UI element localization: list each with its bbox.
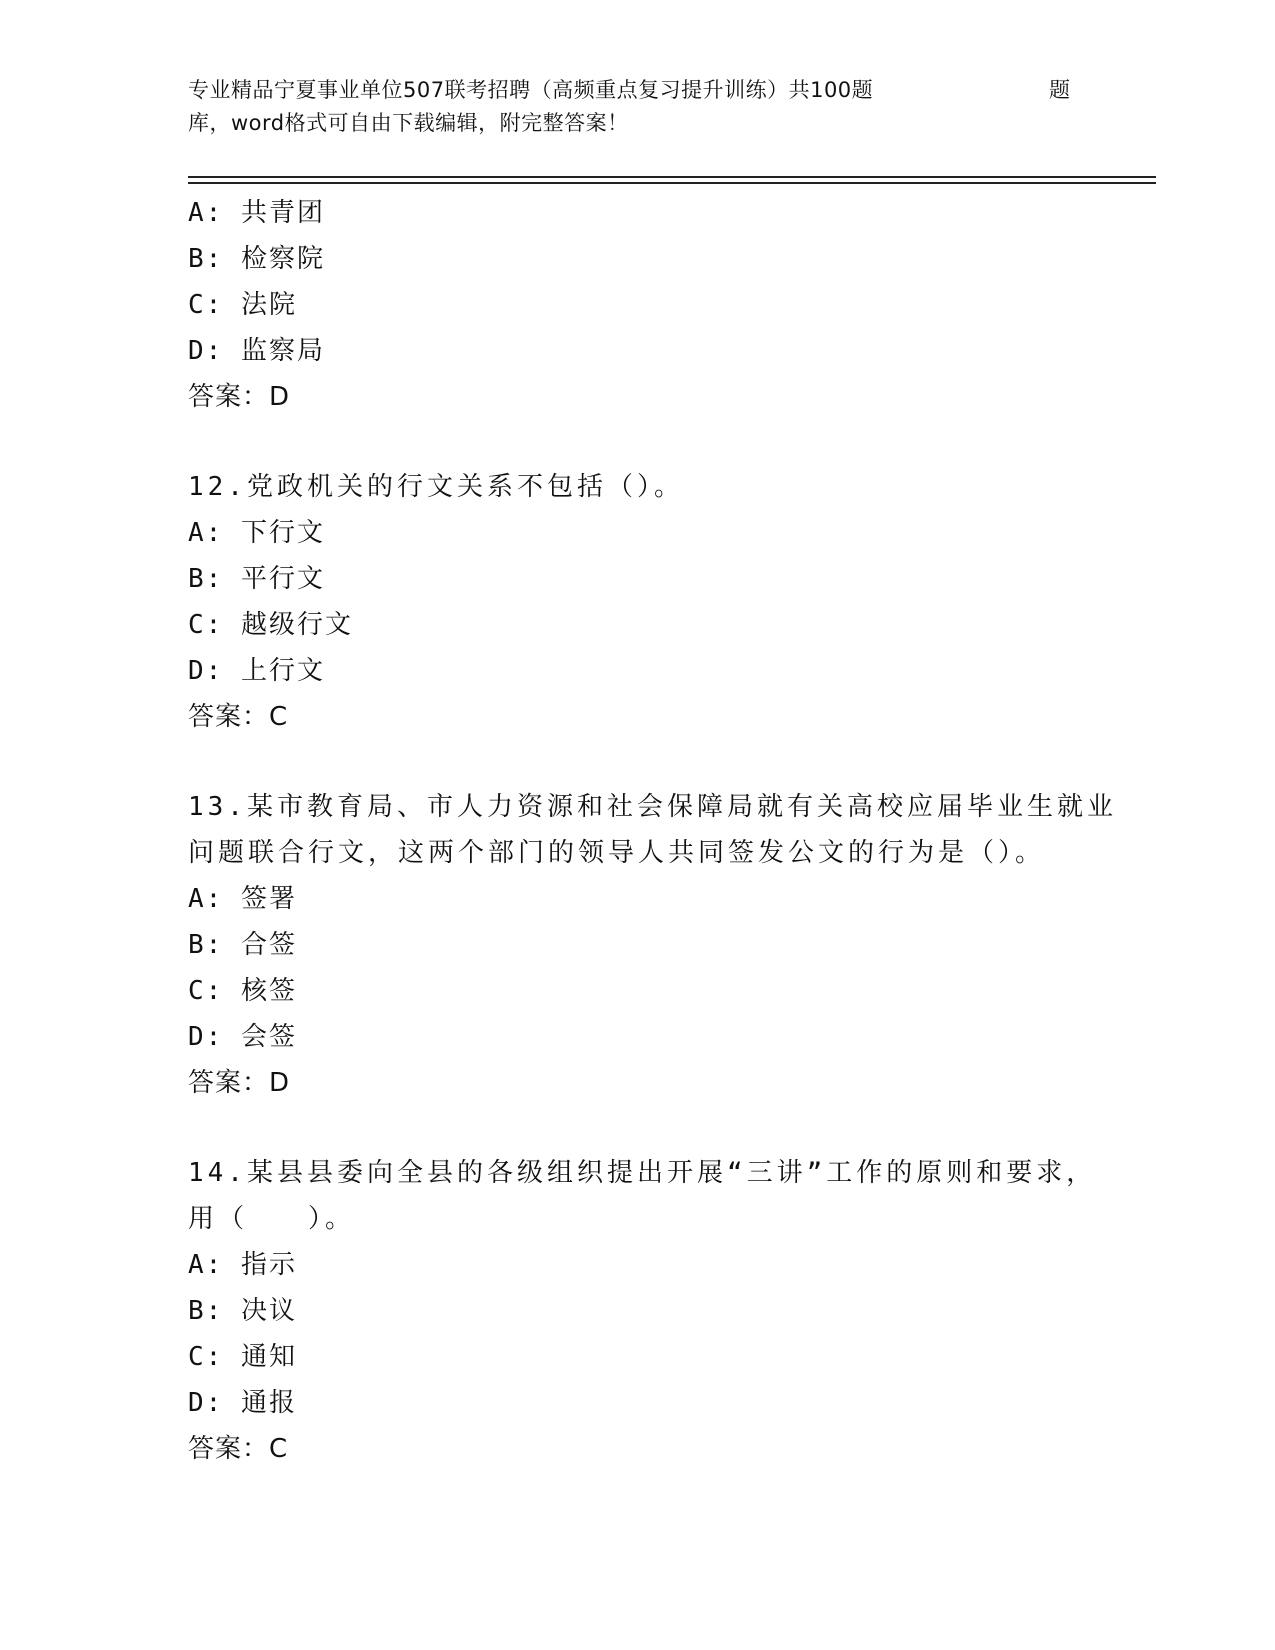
option-d: D: 监察局	[188, 336, 325, 366]
question-text: 用（ ）。	[188, 1204, 356, 1234]
option-d: D: 通报	[188, 1388, 297, 1418]
question-text: 13.某市教育局、市人力资源和社会保障局就有关高校应届毕业生就业	[188, 792, 1117, 822]
option-b: B: 检察院	[188, 244, 325, 274]
header-title-line-2: 库，word格式可自由下载编辑，附完整答案！	[188, 111, 629, 135]
answer-line: 答案：C	[188, 702, 289, 732]
option-b: B: 决议	[188, 1296, 297, 1326]
question-12	[188, 464, 1108, 740]
question-13	[188, 784, 1117, 1106]
question-text: 14.某县县委向全县的各级组织提出开展“三讲”工作的原则和要求，	[188, 1158, 1097, 1188]
header-rule-top	[188, 176, 1156, 178]
question-spacer	[188, 420, 1108, 464]
question-11-continued	[188, 190, 1108, 420]
option-b: B: 平行文	[188, 564, 325, 594]
option-a: A: 下行文	[188, 518, 325, 548]
answer-line: 答案：D	[188, 382, 291, 412]
question-text: 12.党政机关的行文关系不包括（）。	[188, 472, 684, 502]
option-a: A: 共青团	[188, 198, 325, 228]
header-title-line-1: 专业精品宁夏事业单位507联考招聘（高频重点复习提升训练）共100题	[188, 78, 874, 102]
option-d: D: 会签	[188, 1022, 297, 1052]
option-c: C: 通知	[188, 1342, 297, 1372]
option-a: A: 签署	[188, 884, 297, 914]
question-text: 问题联合行文，这两个部门的领导人共同签发公文的行为是（）。	[188, 838, 1046, 868]
header-title-tail: 题	[1049, 78, 1070, 102]
option-d: D: 上行文	[188, 656, 325, 686]
header-rule-bottom	[188, 182, 1156, 184]
answer-line: 答案：D	[188, 1068, 291, 1098]
option-c: C: 法院	[188, 290, 297, 320]
document-header	[188, 74, 1088, 140]
answer-line: 答案：C	[188, 1434, 289, 1464]
question-14	[188, 1150, 1108, 1472]
option-b: B: 合签	[188, 930, 297, 960]
question-spacer	[188, 1106, 1108, 1150]
document-body	[188, 190, 1117, 1472]
question-spacer	[188, 740, 1108, 784]
option-a: A: 指示	[188, 1250, 297, 1280]
option-c: C: 核签	[188, 976, 297, 1006]
option-c: C: 越级行文	[188, 610, 353, 640]
